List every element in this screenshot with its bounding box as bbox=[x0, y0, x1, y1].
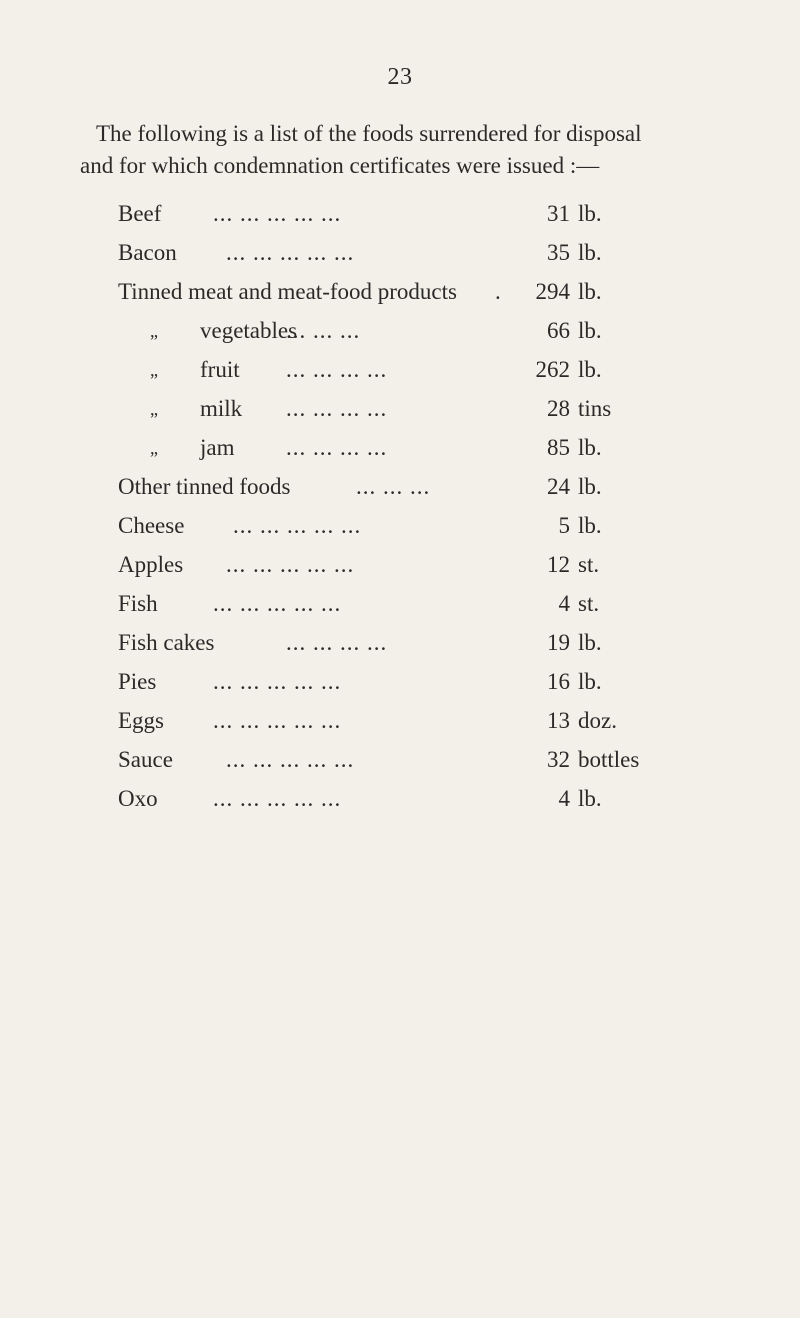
quantity-value: 16 bbox=[547, 669, 570, 694]
quantity-unit: lb. bbox=[578, 201, 602, 226]
quantity-value: 35 bbox=[547, 240, 570, 265]
food-name-text: Bacon bbox=[118, 240, 177, 265]
quantity-unit: lb. bbox=[578, 513, 602, 538]
quantity-unit: lb. bbox=[578, 435, 602, 460]
leader-dots: ... ... ... ... ... bbox=[213, 669, 342, 694]
food-name-text: jam bbox=[200, 435, 235, 460]
food-name bbox=[150, 393, 242, 425]
quantity-unit: st. bbox=[578, 552, 600, 577]
food-name bbox=[118, 471, 290, 503]
quantity-value: 66 bbox=[547, 318, 570, 343]
intro-line-2: and for which condemnation certificates were issued :— bbox=[80, 153, 600, 178]
ditto-mark: „ bbox=[150, 438, 158, 458]
food-name-text: Fish cakes bbox=[118, 630, 215, 655]
food-name bbox=[150, 432, 235, 464]
food-name bbox=[118, 705, 164, 737]
food-name bbox=[118, 744, 173, 776]
list-item bbox=[118, 627, 678, 666]
leader-dots: ... ... ... bbox=[356, 474, 431, 499]
quantity-unit: lb. bbox=[578, 318, 602, 343]
leader-dots: ... ... ... ... ... bbox=[213, 708, 342, 733]
quantity-unit: lb. bbox=[578, 240, 602, 265]
ditto-mark: „ bbox=[150, 399, 158, 419]
food-name-text: vegetables bbox=[200, 318, 298, 343]
leader-dots: ... ... ... ... bbox=[286, 396, 388, 421]
list-item bbox=[118, 510, 678, 549]
food-name-text: Oxo bbox=[118, 786, 158, 811]
quantity-unit: st. bbox=[578, 591, 600, 616]
leader-dots: ... ... ... ... ... bbox=[226, 240, 355, 265]
food-name-text: fruit bbox=[200, 357, 240, 382]
list-item bbox=[118, 237, 678, 276]
leader-dots: ... ... ... ... ... bbox=[213, 786, 342, 811]
quantity-value: 13 bbox=[547, 708, 570, 733]
list-item bbox=[118, 588, 678, 627]
ditto-mark: „ bbox=[150, 360, 158, 380]
leader-dots: ... ... ... bbox=[286, 318, 361, 343]
quantity-unit: doz. bbox=[578, 708, 617, 733]
quantity-value: 32 bbox=[547, 747, 570, 772]
quantity-value: 262 bbox=[535, 357, 570, 382]
leader-dots: ... ... ... ... ... bbox=[226, 552, 355, 577]
quantity-unit: lb. bbox=[578, 669, 602, 694]
food-name bbox=[118, 510, 184, 542]
leader-dots: ... ... ... ... ... bbox=[226, 747, 355, 772]
food-name-text: Apples bbox=[118, 552, 184, 577]
leader-dots: ... ... ... ... ... bbox=[213, 201, 342, 226]
quantity-value: 4 bbox=[558, 591, 570, 616]
food-name-text: Tinned meat and meat-food products bbox=[118, 279, 457, 304]
quantity-value: 5 bbox=[558, 513, 570, 538]
food-name bbox=[118, 783, 158, 815]
food-name-text: Cheese bbox=[118, 513, 185, 538]
page-number: 23 bbox=[387, 64, 413, 90]
quantity-unit: bottles bbox=[578, 747, 640, 772]
quantity-value: 19 bbox=[547, 630, 570, 655]
food-name bbox=[118, 237, 177, 269]
list-item bbox=[118, 354, 678, 393]
leader-dots: . bbox=[495, 279, 502, 304]
ditto-mark: „ bbox=[150, 321, 158, 341]
quantity-unit: tins bbox=[578, 396, 612, 421]
list-item bbox=[118, 666, 678, 705]
list-item bbox=[118, 471, 678, 510]
food-name bbox=[150, 315, 297, 347]
quantity-unit: lb. bbox=[578, 279, 602, 304]
food-name-text: Eggs bbox=[118, 708, 164, 733]
list-item bbox=[118, 432, 678, 471]
food-name bbox=[118, 588, 158, 620]
food-name bbox=[118, 276, 457, 308]
intro-paragraph bbox=[80, 118, 756, 182]
food-list bbox=[118, 198, 678, 822]
quantity-unit: lb. bbox=[578, 474, 602, 499]
quantity-unit: lb. bbox=[578, 357, 602, 382]
leader-dots: ... ... ... ... ... bbox=[233, 513, 362, 538]
food-name bbox=[118, 549, 183, 581]
food-name bbox=[118, 198, 161, 230]
quantity-value: 85 bbox=[547, 435, 570, 460]
food-name-text: Sauce bbox=[118, 747, 173, 772]
quantity-value: 4 bbox=[558, 786, 570, 811]
food-name-text: Other tinned foods bbox=[118, 474, 291, 499]
food-name-text: Beef bbox=[118, 201, 162, 226]
leader-dots: ... ... ... ... bbox=[286, 630, 388, 655]
list-item bbox=[118, 705, 678, 744]
food-name bbox=[118, 666, 156, 698]
list-item bbox=[118, 744, 678, 783]
list-item bbox=[118, 783, 678, 822]
list-item bbox=[118, 315, 678, 354]
intro-line-1: The following is a list of the foods surrendered for disposal bbox=[96, 121, 642, 146]
quantity-value: 294 bbox=[535, 279, 570, 304]
leader-dots: ... ... ... ... bbox=[286, 435, 388, 460]
food-name-text: Fish bbox=[118, 591, 158, 616]
food-name bbox=[118, 627, 214, 659]
list-item bbox=[118, 198, 678, 237]
leader-dots: ... ... ... ... bbox=[286, 357, 388, 382]
list-item bbox=[118, 393, 678, 432]
list-item bbox=[118, 276, 678, 315]
quantity-value: 12 bbox=[547, 552, 570, 577]
food-name bbox=[150, 354, 240, 386]
food-name-text: Pies bbox=[118, 669, 157, 694]
food-name-text: milk bbox=[200, 396, 243, 421]
quantity-value: 24 bbox=[547, 474, 570, 499]
leader-dots: ... ... ... ... ... bbox=[213, 591, 342, 616]
list-item bbox=[118, 549, 678, 588]
quantity-unit: lb. bbox=[578, 630, 602, 655]
quantity-value: 31 bbox=[547, 201, 570, 226]
quantity-value: 28 bbox=[547, 396, 570, 421]
quantity-unit: lb. bbox=[578, 786, 602, 811]
